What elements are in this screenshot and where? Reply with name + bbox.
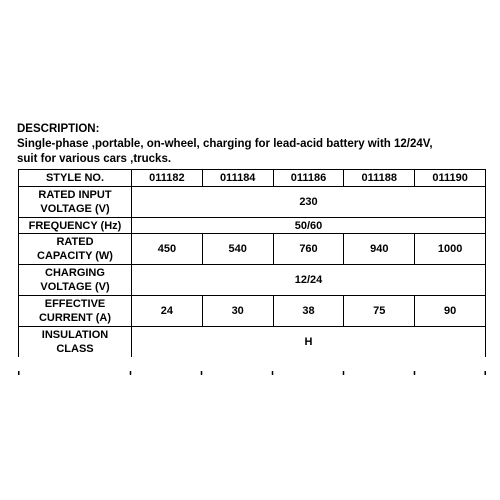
charging-voltage-label: [19, 265, 132, 296]
rated-capacity-cell: 1000: [415, 234, 486, 265]
insulation-class-label-line-1: INSULATION: [41, 329, 109, 341]
effective-current-cell: 75: [344, 296, 415, 327]
insulation-class-label-line-2: CLASS: [56, 343, 94, 355]
table-row: [19, 170, 486, 187]
effective-current-label-line-2: CURRENT (A): [38, 312, 112, 324]
effective-current-cell: 24: [132, 296, 203, 327]
style-cell: 011182: [132, 170, 203, 187]
insulation-class-label: [19, 327, 132, 358]
rated-capacity-label: [19, 234, 132, 265]
table-row: [19, 218, 486, 234]
rated-capacity-label-line-2: CAPACITY (W): [37, 250, 113, 262]
rated-capacity-label-line-1: RATED: [56, 236, 94, 248]
table-row: [19, 296, 486, 327]
table-row: [19, 265, 486, 296]
style-cell: 011186: [273, 170, 344, 187]
effective-current-label-line-1: EFFECTIVE: [44, 298, 106, 310]
rated-input-voltage-label: [19, 187, 132, 218]
table-row: [19, 187, 486, 218]
rated-capacity-cell: 940: [344, 234, 415, 265]
description-block: [17, 122, 487, 167]
table-row: [19, 327, 486, 358]
effective-current-cell: 30: [202, 296, 273, 327]
effective-current-cell: 38: [273, 296, 344, 327]
rated-capacity-cell: 450: [132, 234, 203, 265]
rated-capacity-cell: 540: [202, 234, 273, 265]
charging-voltage-value: 12/24: [132, 265, 486, 296]
rated-input-voltage-label-line-2: VOLTAGE (V): [40, 203, 110, 215]
frequency-label: FREQUENCY (Hz): [19, 218, 132, 234]
table-bottom-edge: [18, 371, 486, 375]
spec-table: [18, 169, 486, 357]
charging-voltage-label-line-2: VOLTAGE (V): [40, 281, 110, 293]
description-line-1: Single-phase ,portable, on-wheel, charging for lead-acid battery with 12/24V,: [17, 138, 433, 150]
effective-current-label: [19, 296, 132, 327]
charging-voltage-label-line-1: CHARGING: [45, 267, 105, 279]
style-cell: 011190: [415, 170, 486, 187]
rated-input-voltage-label-line-1: RATED INPUT: [38, 189, 112, 201]
style-cell: 011188: [344, 170, 415, 187]
table-row: [19, 234, 486, 265]
effective-current-cell: 90: [415, 296, 486, 327]
style-no-label: STYLE NO.: [19, 170, 132, 187]
frequency-value: 50/60: [132, 218, 486, 234]
rated-capacity-cell: 760: [273, 234, 344, 265]
description-heading: DESCRIPTION:: [17, 123, 100, 135]
rated-input-voltage-value: 230: [132, 187, 486, 218]
insulation-class-value: H: [132, 327, 486, 358]
style-cell: 011184: [202, 170, 273, 187]
description-line-2: suit for various cars ,trucks.: [17, 153, 172, 165]
